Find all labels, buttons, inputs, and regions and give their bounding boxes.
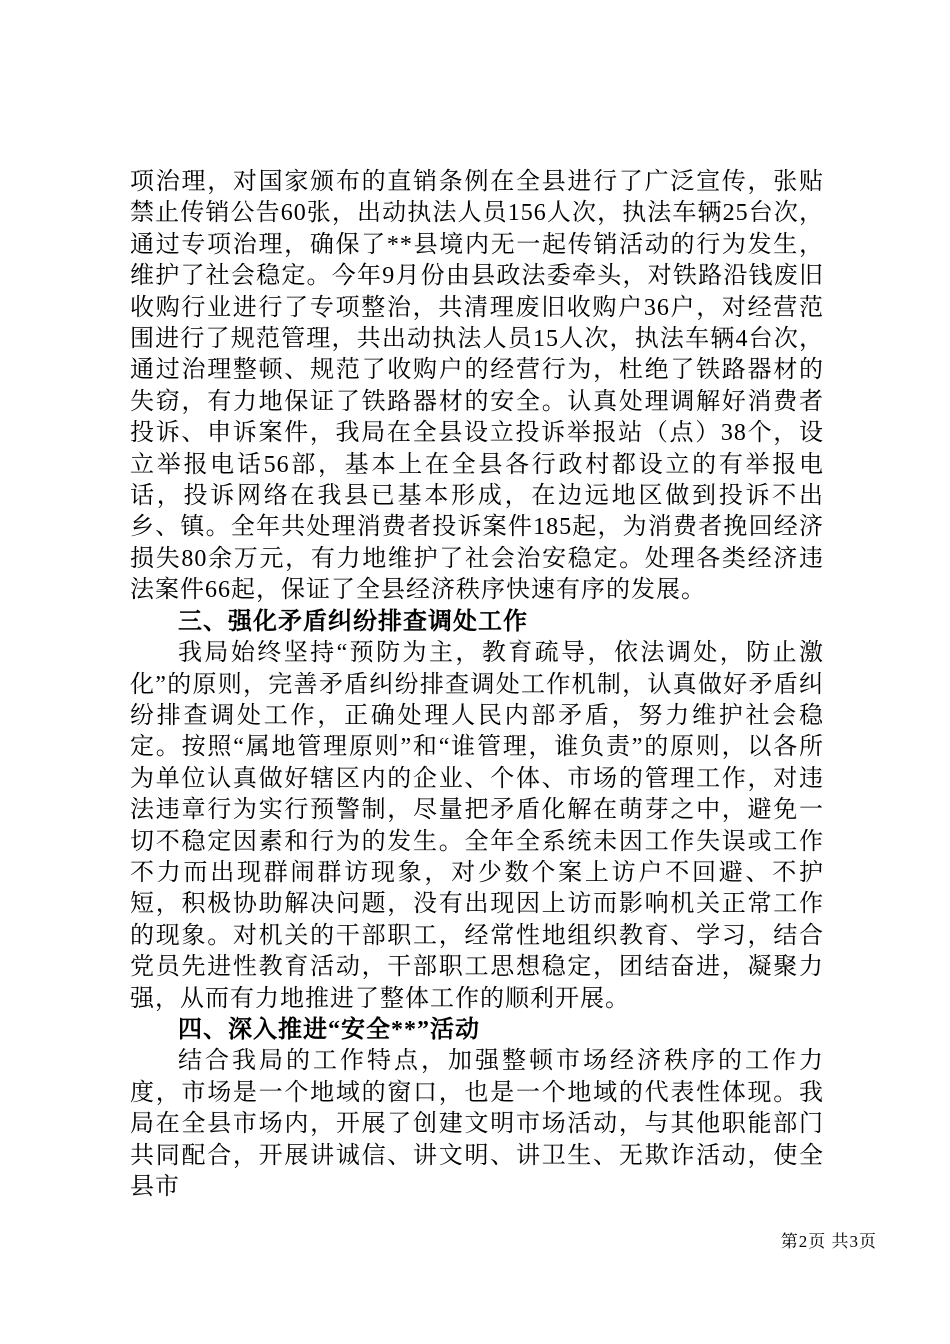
document-body xyxy=(130,167,824,1203)
paragraph-continuation: 项治理，对国家颁布的直销条例在全县进行了广泛宣传，张贴禁止传销公告60张，出动执法人员156人次，执法车辆25台次，通过专项治理，确保了**县境内无一起传销活动的行为发生，维护了社会稳定。今年9月份由县政法委牵头，对铁路沿钱废旧收购行业进行了专项整治，共清理废旧收购户36户，对经营范围进行了规范管理，共出动执法人员15人次，执法车辆4台次，通过治理整顿、规范了收购户的经营行为，杜绝了铁路器材的失窃，有力地保证了铁路器材的安全。认真处理调解好消费者投诉、申诉案件，我局在全县设立投诉举报站（点）38个，设立举报电话56部，基本上在全县各行政村都设立的有举报电话，投诉网络在我县已基本形成，在边远地区做到投诉不出乡、镇。全年共处理消费者投诉案件185起，为消费者挽回经济损失80余万元，有力地维护了社会治安稳定。处理各类经济违法案件66起，保证了全县经济秩序快速有序的发展。 xyxy=(130,169,824,604)
section-heading-4: 四、深入推进“安全**”活动 xyxy=(178,1016,480,1043)
section-heading-3: 三、强化矛盾纠纷排查调处工作 xyxy=(178,608,528,635)
page-number-footer: 第2页 共3页 xyxy=(780,1232,877,1251)
paragraph: 结合我局的工作特点，加强整顿市场经济秩序的工作力度，市场是一个地域的窗口，也是一个地域的代表性体现。我局在全县市场内，开展了创建文明市场活动，与其他职能部门共同配合，开展讲诚信、讲文明、讲卫生、无欺诈活动，使全县市 xyxy=(130,1048,824,1200)
paragraph: 我局始终坚持“预防为主，教育疏导，依法调处，防止激化”的原则，完善矛盾纠纷排查调处工作机制，认真做好矛盾纠纷排查调处工作，正确处理人民内部矛盾，努力维护社会稳定。按照“属地管理原则”和“谁管理，谁负责”的原则，以各所为单位认真做好辖区内的企业、个体、市场的管理工作，对违法违章行为实行预警制，尽量把矛盾化解在萌芽之中，避免一切不稳定因素和行为的发生。全年全系统未因工作失误或工作不力而出现群闹群访现象，对少数个案上访户不回避、不护短，积极协助解决问题，没有出现因上访而影响机关正常工作的现象。对机关的干部职工，经常性地组织教育、学习，结合党员先进性教育活动，干部职工思想稳定，团结奋进，凝聚力强，从而有力地推进了整体工作的顺利开展。 xyxy=(130,640,824,1012)
